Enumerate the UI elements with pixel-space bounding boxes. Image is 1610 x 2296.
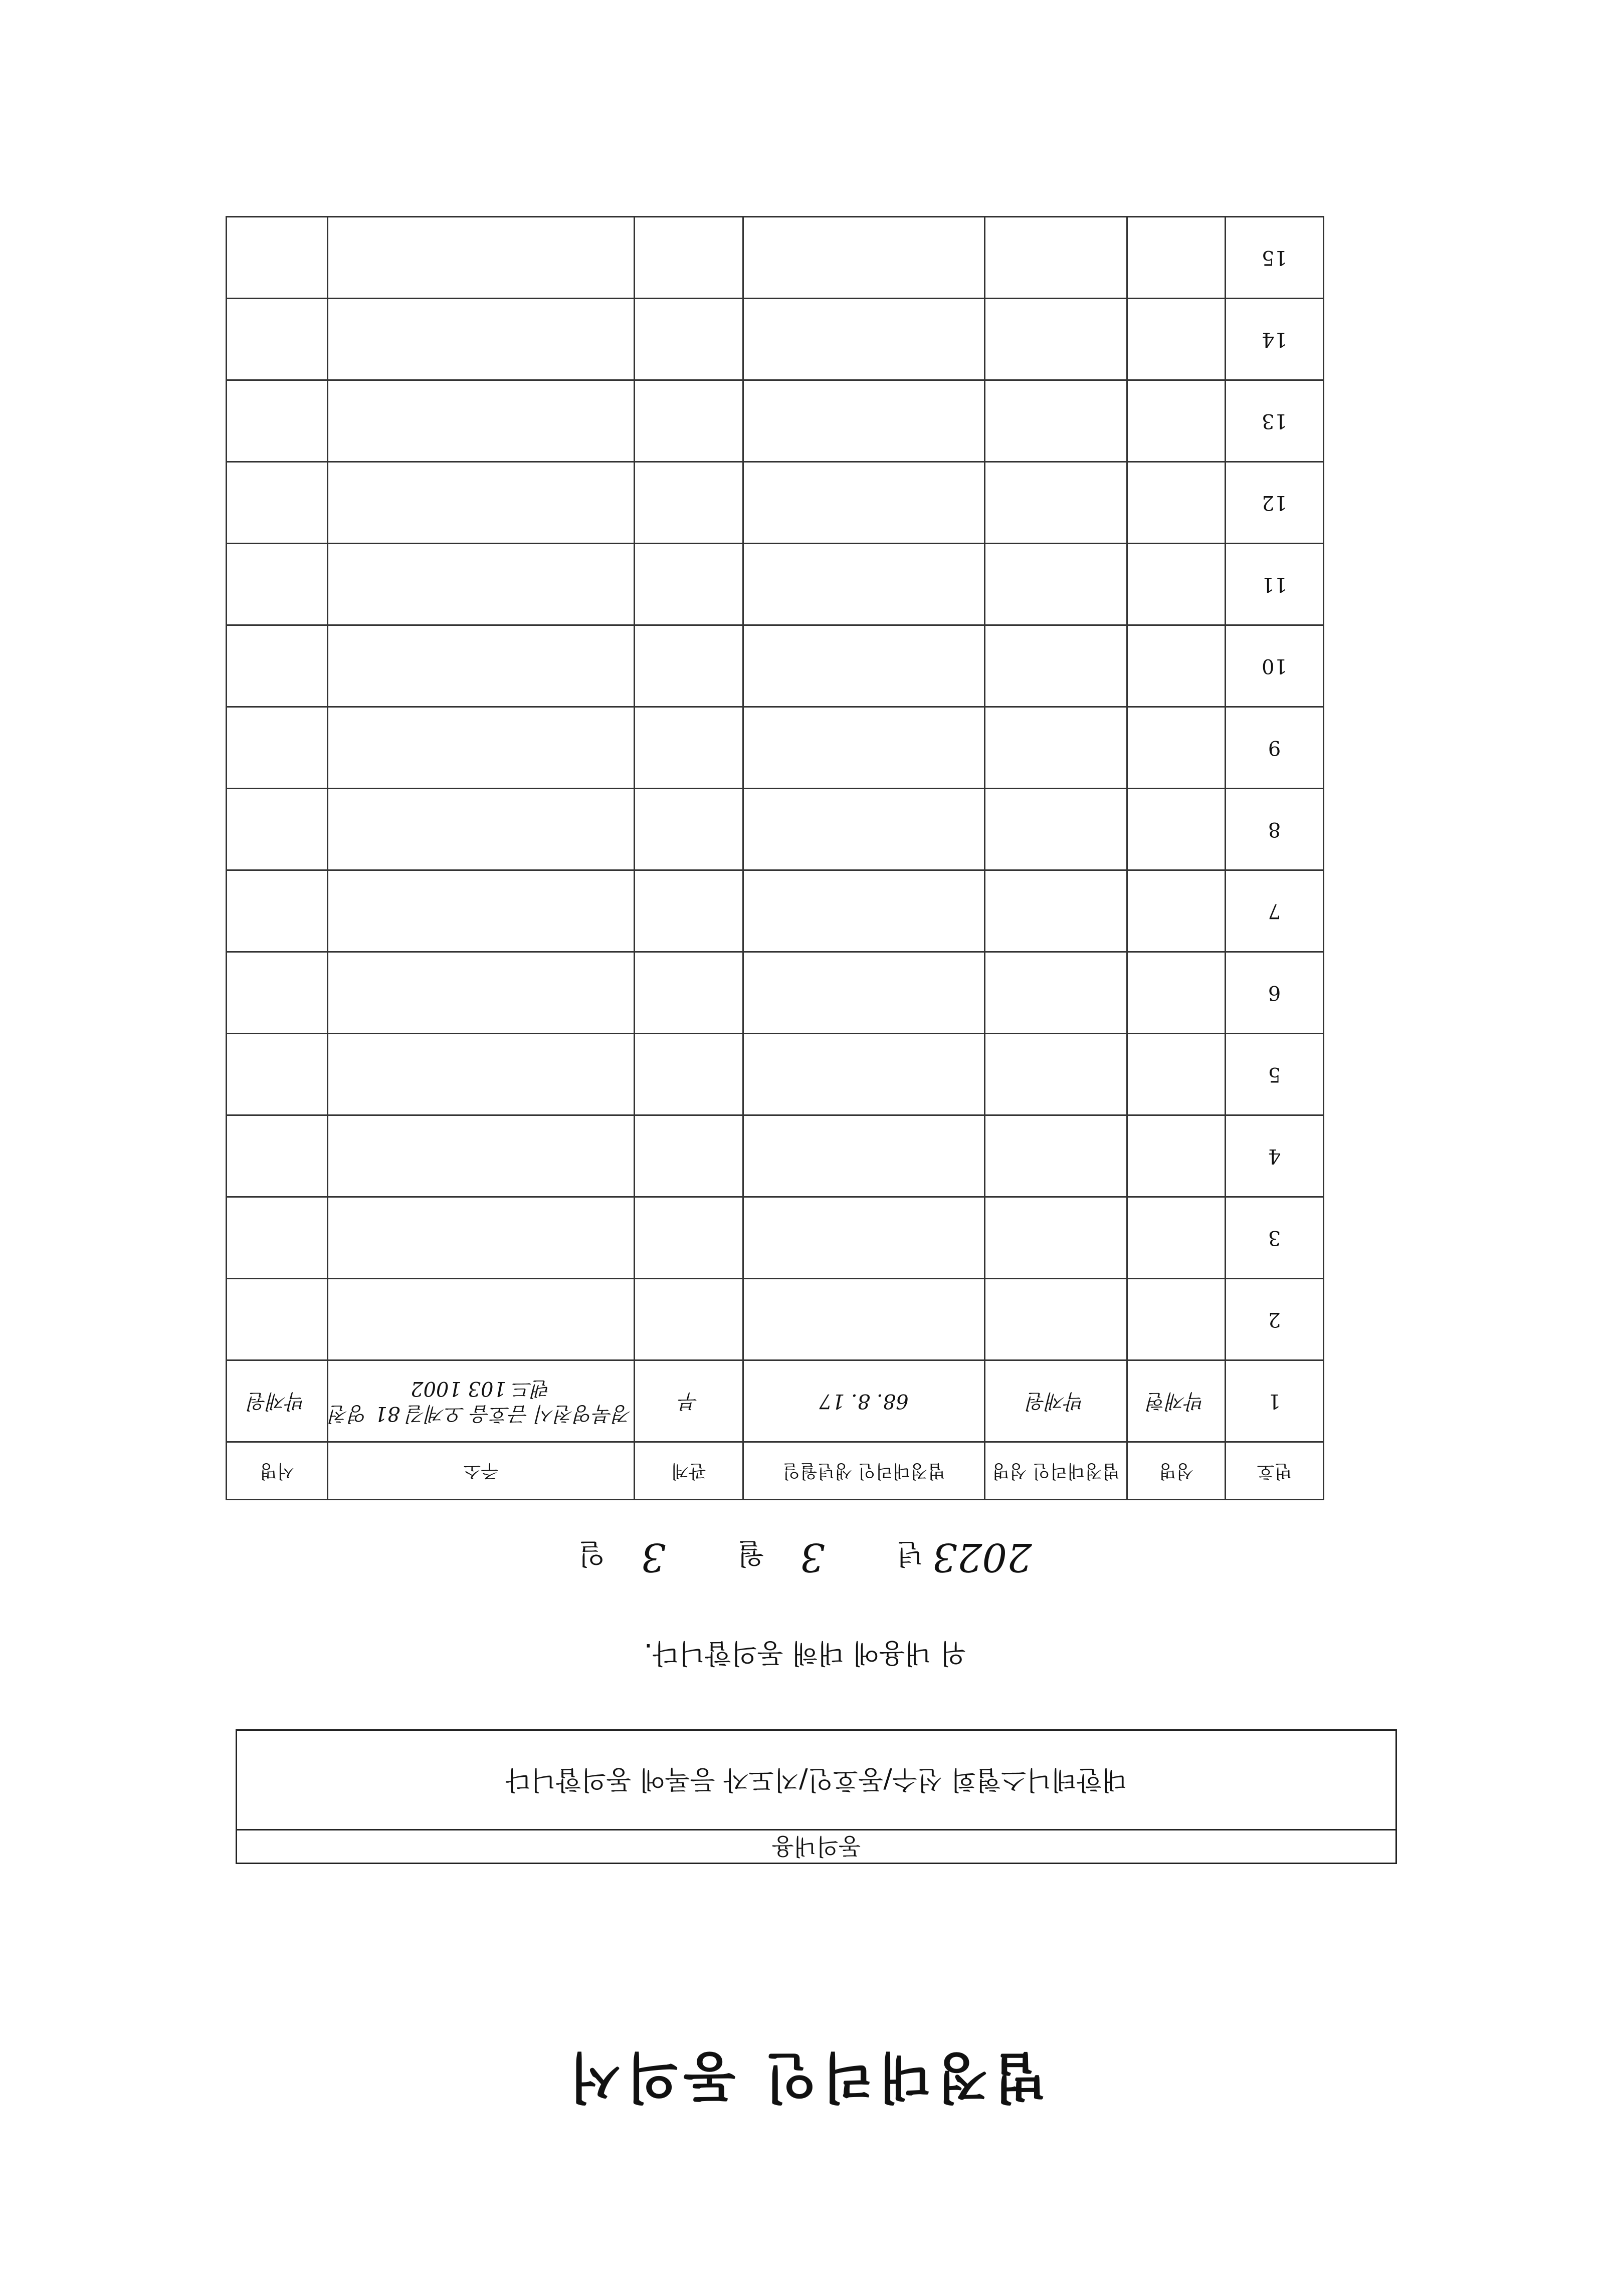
table-row: [227, 544, 1324, 625]
row-name: [1127, 789, 1226, 870]
col-header-guardian-name: 법정대리인 성명: [985, 1442, 1127, 1500]
row-relation: [635, 1279, 743, 1360]
row-guardian-name: [985, 707, 1127, 789]
row-number: 1: [1226, 1360, 1324, 1442]
row-name: [1127, 952, 1226, 1034]
row-signature: [227, 299, 328, 380]
row-relation: [635, 217, 743, 299]
guardian-table: [226, 216, 1324, 1500]
row-address: [328, 1197, 635, 1279]
row-signature: [227, 1034, 328, 1115]
table-row: [227, 380, 1324, 462]
row-signature: [227, 952, 328, 1034]
row-guardian-name: [985, 217, 1127, 299]
table-row: [227, 870, 1324, 952]
table-row: [227, 217, 1324, 299]
row-signature: 박재원: [227, 1360, 328, 1442]
row-guardian-name: [985, 789, 1127, 870]
row-signature: [227, 380, 328, 462]
row-address: [328, 217, 635, 299]
table-row: [227, 952, 1324, 1034]
row-name: [1127, 380, 1226, 462]
row-guardian-name: [985, 952, 1127, 1034]
row-name: [1127, 299, 1226, 380]
signing-date: [0, 1534, 1610, 1579]
row-guardian-birth: [743, 789, 985, 870]
row-name: 박재현: [1127, 1360, 1226, 1442]
row-address: [328, 299, 635, 380]
row-address: [328, 952, 635, 1034]
row-number: 8: [1226, 789, 1324, 870]
row-number: 14: [1226, 299, 1324, 380]
row-number: 2: [1226, 1279, 1324, 1360]
row-number: 11: [1226, 544, 1324, 625]
row-number: 12: [1226, 462, 1324, 544]
row-guardian-name: [985, 870, 1127, 952]
row-number: 9: [1226, 707, 1324, 789]
date-day-unit: 일: [578, 1537, 606, 1569]
col-header-address: 주소: [328, 1442, 635, 1500]
row-signature: [227, 625, 328, 707]
row-number: 4: [1226, 1115, 1324, 1197]
row-name: [1127, 1197, 1226, 1279]
row-guardian-birth: [743, 1279, 985, 1360]
table-row: [227, 462, 1324, 544]
row-guardian-birth: [743, 462, 985, 544]
row-name: [1127, 1115, 1226, 1197]
date-year: 2023: [932, 1534, 1032, 1579]
row-address: [328, 625, 635, 707]
row-relation: [635, 1197, 743, 1279]
table-row: [227, 1360, 1324, 1442]
table-row: [227, 299, 1324, 380]
date-month: 3: [800, 1534, 825, 1579]
table-row: [227, 1279, 1324, 1360]
date-day: 3: [641, 1534, 666, 1579]
row-signature: [227, 870, 328, 952]
row-guardian-name: [985, 1115, 1127, 1197]
row-relation: [635, 1115, 743, 1197]
table-row: [227, 789, 1324, 870]
row-guardian-name: [985, 462, 1127, 544]
row-name: [1127, 544, 1226, 625]
row-guardian-birth: [743, 217, 985, 299]
row-guardian-birth: [743, 707, 985, 789]
consent-section: [236, 1729, 1397, 1864]
row-address: [328, 1279, 635, 1360]
row-address: 경북영천시 금호읍 오계길 81 영천랜드 103 1002: [328, 1360, 635, 1442]
row-relation: [635, 1034, 743, 1115]
row-address: [328, 870, 635, 952]
table-row: [227, 1034, 1324, 1115]
row-guardian-birth: [743, 544, 985, 625]
row-address: [328, 544, 635, 625]
row-guardian-birth: [743, 380, 985, 462]
row-address: [328, 462, 635, 544]
row-guardian-birth: [743, 1034, 985, 1115]
row-address: [328, 1034, 635, 1115]
row-address: [328, 1115, 635, 1197]
row-number: 3: [1226, 1197, 1324, 1279]
row-name: [1127, 217, 1226, 299]
col-header-signature: 서명: [227, 1442, 328, 1500]
table-header-row: [227, 1442, 1324, 1500]
row-signature: [227, 707, 328, 789]
row-signature: [227, 1197, 328, 1279]
consent-header: 동의내용: [237, 1829, 1395, 1863]
row-name: [1127, 625, 1226, 707]
table-row: [227, 625, 1324, 707]
row-guardian-name: [985, 299, 1127, 380]
col-header-name: 성명: [1127, 1442, 1226, 1500]
row-number: 7: [1226, 870, 1324, 952]
consent-statement: 위 내용에 대해 동의합니다.: [644, 1638, 966, 1669]
row-number: 13: [1226, 380, 1324, 462]
row-relation: [635, 380, 743, 462]
row-signature: [227, 544, 328, 625]
row-name: [1127, 1034, 1226, 1115]
row-number: 10: [1226, 625, 1324, 707]
row-guardian-birth: [743, 299, 985, 380]
date-year-unit: 년: [896, 1537, 924, 1569]
row-signature: [227, 462, 328, 544]
row-guardian-birth: [743, 625, 985, 707]
row-relation: [635, 952, 743, 1034]
row-name: [1127, 707, 1226, 789]
row-address: [328, 789, 635, 870]
row-guardian-name: [985, 1197, 1127, 1279]
row-guardian-name: [985, 1279, 1127, 1360]
row-name: [1127, 1279, 1226, 1360]
row-relation: [635, 462, 743, 544]
row-guardian-birth: [743, 1115, 985, 1197]
row-guardian-birth: [743, 952, 985, 1034]
row-guardian-birth: 68. 8. 17: [743, 1360, 985, 1442]
col-header-guardian-birth: 법정대리인 생년월일: [743, 1442, 985, 1500]
col-header-no: 번호: [1226, 1442, 1324, 1500]
row-guardian-name: [985, 1034, 1127, 1115]
row-relation: [635, 625, 743, 707]
row-relation: [635, 544, 743, 625]
row-number: 6: [1226, 952, 1324, 1034]
table-row: [227, 707, 1324, 789]
row-relation: [635, 789, 743, 870]
page-title: 법정대리인 동의서: [563, 2045, 1047, 2108]
row-name: [1127, 870, 1226, 952]
col-header-relation: 관계: [635, 1442, 743, 1500]
table-row: [227, 1115, 1324, 1197]
row-signature: [227, 217, 328, 299]
row-signature: [227, 789, 328, 870]
row-number: 15: [1226, 217, 1324, 299]
row-guardian-birth: [743, 1197, 985, 1279]
row-relation: [635, 870, 743, 952]
row-address: [328, 380, 635, 462]
row-relation: [635, 707, 743, 789]
consent-text: 대한테니스협회 선수/동호인/지도자 등록에 동의합니다: [505, 1764, 1127, 1794]
row-relation: [635, 299, 743, 380]
row-relation: 부: [635, 1360, 743, 1442]
row-guardian-birth: [743, 870, 985, 952]
row-guardian-name: [985, 380, 1127, 462]
row-number: 5: [1226, 1034, 1324, 1115]
row-address: [328, 707, 635, 789]
table-row: [227, 1197, 1324, 1279]
row-signature: [227, 1279, 328, 1360]
row-guardian-name: 박재원: [985, 1360, 1127, 1442]
date-month-unit: 월: [737, 1537, 764, 1569]
row-name: [1127, 462, 1226, 544]
row-guardian-name: [985, 544, 1127, 625]
row-guardian-name: [985, 625, 1127, 707]
row-signature: [227, 1115, 328, 1197]
